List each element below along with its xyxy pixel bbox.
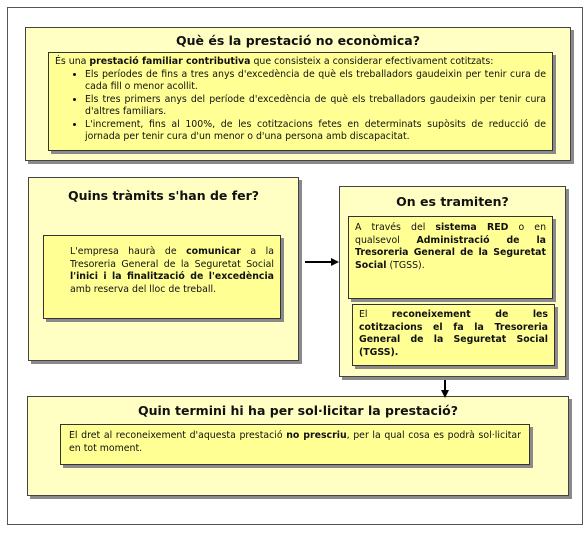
deadline-panel: El dret al reconeixement d'aquesta prestació no prescriu, per la qual cosa es podrà sol·licitar en tot moment.	[60, 424, 530, 465]
where-panel-recognition: El reconeixement de les cotitzacions el fa la Tresoreria General de la Seguretat Social (TGSS).	[352, 304, 555, 366]
section-title-what-is: Què és la prestació no econòmica?	[176, 33, 420, 48]
where-panel-system: A través del sistema RED o en qualsevol Administració de la Tresoreria General de la Seguretat Social (TGSS).	[348, 216, 553, 299]
list-item: • L'increment, fins al 100%, de les cotitzacions fetes en determinats supòsits de reducció de jornada per tenir cura d'un menor o d'una persona amb discapacitat.	[85, 119, 546, 144]
procedures-panel: L'empresa haurà de comunicar a la Tresoreria General de la Seguretat Social l'inici i la finalització de l'excedència amb reserva del lloc de treball.	[43, 235, 281, 319]
arrowhead-down	[441, 390, 449, 398]
section-title-procedures: Quins tràmits s'han de fer?	[67, 188, 260, 203]
section-title-deadline: Quin termini hi ha per sol·licitar la prestació?	[138, 403, 458, 418]
arrowhead-right	[331, 258, 339, 266]
list-item: • Els períodes de fins a tres anys d'excedència de què els treballadors gaudeixin per tenir cura de cada fill o menor acollit.	[85, 69, 546, 94]
definition-intro: És una prestació familiar contributiva que consisteix a considerar efectivament cotitzats:	[55, 56, 494, 67]
section-title-where: On es tramiten?	[396, 194, 509, 209]
list-item: • Els tres primers anys del període d'excedència de què els treballadors gaudeixin per tenir cura d'altres familiars.	[85, 94, 546, 119]
